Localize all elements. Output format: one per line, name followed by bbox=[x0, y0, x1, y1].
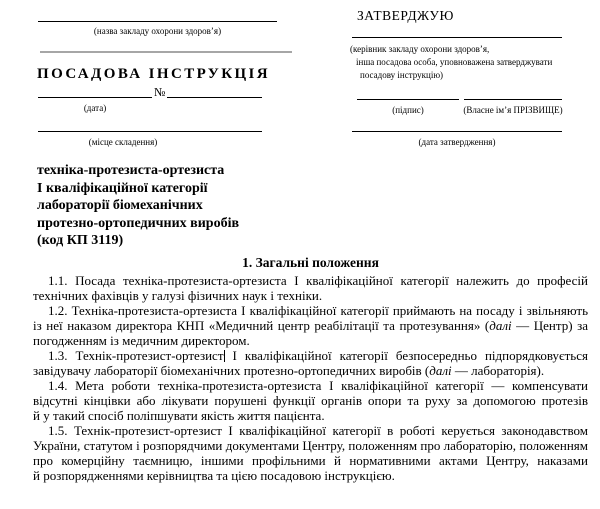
org-name-caption: (назва закладу охорони здоров’я) bbox=[93, 26, 222, 36]
approver-caption-line1: (керівник закладу охорони здоров’я, bbox=[350, 44, 490, 54]
paragraph-1-1-text: 1.1. Посада техніка-протезиста-ортезиста І кваліфікаційної категорії належить до професій технічних фахівців у галузі фізичних наук і техніки. bbox=[33, 273, 588, 303]
section-heading: 1. Загальні положення bbox=[242, 255, 379, 270]
approval-date-blank[interactable] bbox=[352, 131, 562, 132]
position-title-line-4: протезно-ортопедичних виробів bbox=[37, 215, 240, 231]
numero-sign: № bbox=[154, 85, 166, 99]
doc-date-blank[interactable] bbox=[38, 85, 152, 98]
paragraph-1-2-pre: 1.2. Техніка-протезиста-ортезиста І кваліфікаційної категорії приймають на посаду і звільняють із неї наказом директора КНП «Медичний центр реабілітації та протезування» ( bbox=[33, 303, 588, 333]
name-caption: (Власне ім’я ПРІЗВИЩЕ) bbox=[463, 105, 563, 115]
position-title-line-1: техніка-протезиста-ортезиста bbox=[37, 163, 225, 178]
doc-title: ПОСАДОВА ІНСТРУКЦІЯ bbox=[37, 66, 271, 82]
approve-heading: ЗАТВЕРДЖУЮ bbox=[357, 8, 454, 23]
signature-blank[interactable] bbox=[357, 99, 459, 100]
name-blank[interactable] bbox=[464, 99, 562, 100]
doc-number-row bbox=[38, 86, 262, 98]
position-title-line-2: І кваліфікаційної категорії bbox=[37, 180, 208, 196]
position-title-line-5: (код КП 3119) bbox=[37, 233, 124, 248]
signature-caption: (підпис) bbox=[392, 105, 424, 115]
position-title-block bbox=[37, 162, 239, 250]
paragraph-1-3-italic: далі bbox=[429, 363, 452, 378]
paragraph-1-4-text: 1.4. Мета роботи техніка-протезиста-ортезиста І кваліфікаційної категорії — компенсувати відсутні кінцівки або лікувати порушені функції органів опори та руху за допомогою протезів й у такий спосіб поліпшувати якість життя пацієнта. bbox=[33, 378, 588, 423]
approval-date-caption: (дата затвердження) bbox=[418, 137, 496, 147]
header-divider-line bbox=[40, 51, 292, 53]
paragraph-1-2-italic: далі bbox=[489, 318, 512, 333]
paragraph-1-2-post: — Центр) за погодженням із медичним директором. bbox=[33, 318, 588, 348]
doc-number-blank[interactable] bbox=[167, 85, 262, 98]
paragraph-1-4 bbox=[33, 378, 588, 423]
date-caption: (дата) bbox=[83, 103, 107, 113]
section-1 bbox=[33, 255, 588, 483]
paragraph-1-3-mid: І кваліфікаційної категорії безпосередньо підпорядковується завідувачу лабораторії біомеханічних протезно-ортопедичних виробів ( bbox=[33, 348, 588, 378]
position-title-line-3: лабораторії біомеханічних bbox=[37, 198, 203, 213]
paragraph-1-3-pre: 1.3. Технік-протезист-ортезист bbox=[48, 348, 224, 363]
paragraph-1-1 bbox=[33, 273, 588, 303]
paragraph-1-3-post: — лабораторія). bbox=[451, 363, 545, 378]
org-name-blank[interactable] bbox=[38, 21, 277, 22]
approver-caption-line2: інша посадова особа, уповноважена затверджувати bbox=[356, 57, 553, 67]
paragraph-1-5 bbox=[33, 423, 588, 483]
place-caption: (місце складення) bbox=[88, 137, 158, 147]
place-blank[interactable] bbox=[38, 131, 262, 132]
approver-caption-line3: посадову інструкцію) bbox=[360, 70, 444, 80]
paragraph-1-2 bbox=[33, 303, 588, 348]
approver-blank[interactable] bbox=[352, 37, 562, 38]
paragraph-1-3 bbox=[33, 348, 588, 378]
paragraph-1-5-text: 1.5. Технік-протезист-ортезист І кваліфікаційної категорії в роботі керується законодавством України, статутом і розпорядчими документами Центру, положенням про лабораторію, положенням про комерційну таємницю, іншими профільними й нормативними актами Центру, наказами й розпорядженнями керівництва та цією посадовою інструкцією. bbox=[33, 423, 588, 483]
